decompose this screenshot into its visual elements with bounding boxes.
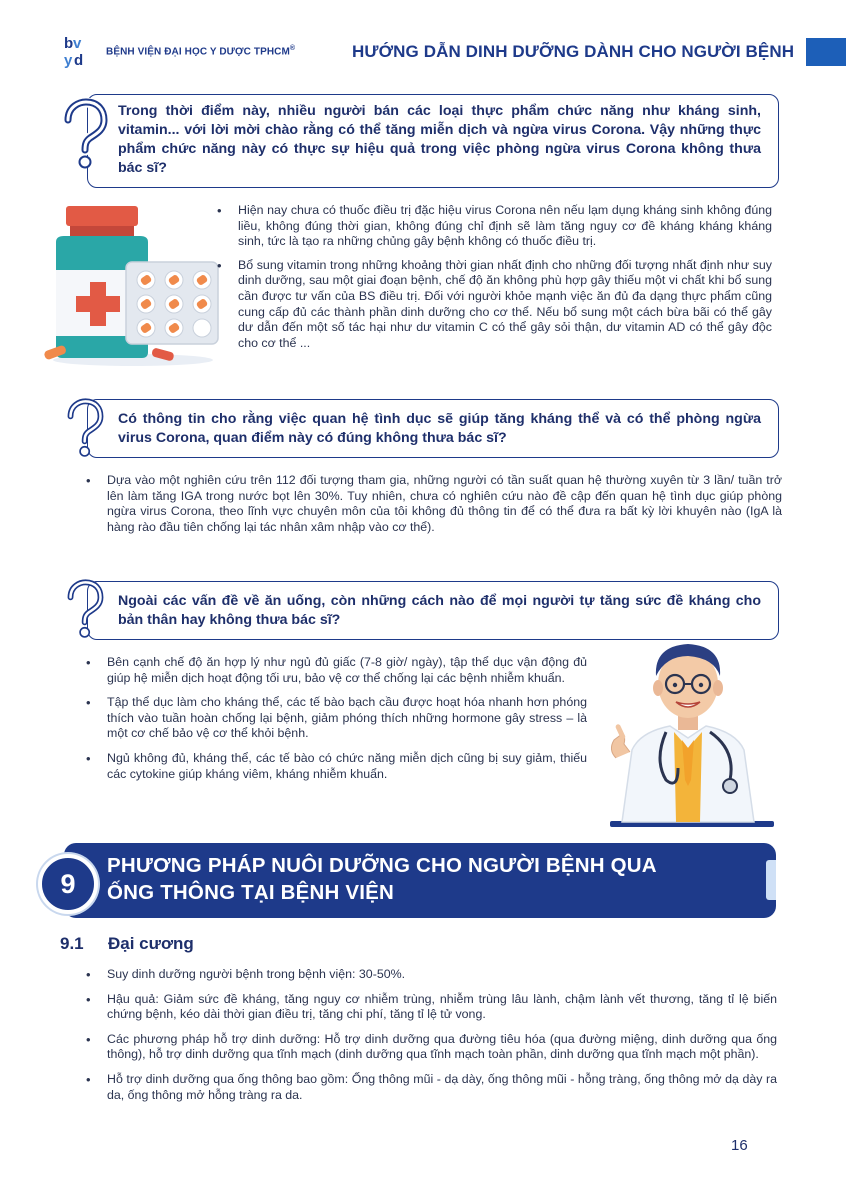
list-item: • Hỗ trợ dinh dưỡng qua ống thông bao gồm: Ống thông mũi - dạ dày, ống thông mũi - hỗng tràng, ống thông mở dạ dày ra da, ống thông mở hỗng tràng ra da. [82,1072,777,1103]
question-2-answers [82,473,782,535]
doctor-illustration [596,640,780,830]
question-2-text: Có thông tin cho rằng việc quan hệ tình dục sẽ giúp tăng kháng thể và có thể phòng ngừa virus Corona, quan điểm này có đúng không thưa bác sĩ? [118,411,761,446]
list-item: • Ngủ không đủ, kháng thể, các tế bào có chức năng miễn dịch cũng bị suy giảm, thiếu các cytokine giúp kháng viêm, kháng nhiễm khuẩn. [82,751,587,782]
hospital-name: BỆNH VIỆN ĐẠI HỌC Y DƯỢC TPHCM® [106,45,296,58]
list-item: • Các phương pháp hỗ trợ dinh dưỡng: Hỗ trợ dinh dưỡng qua đường tiêu hóa (qua đường miệng, dinh dưỡng qua ống thông), hỗ trợ dinh dưỡng qua tĩnh mạch (dinh dưỡng qua tĩnh mạch toàn phần, dinh dưỡng qua tĩnh mạch một phần). [82,1032,777,1063]
subsection-number: 9.1 [60,934,84,953]
list-item: • Hậu quả: Giảm sức đề kháng, tăng nguy cơ nhiễm trùng, nhiễm trùng lâu lành, chậm lành vết thương, tăng tỉ lệ biến chứng bệnh, kéo dài thời gian điều trị, tăng chi phí, tăng tỉ lệ tử vong. [82,992,777,1023]
hospital-logo-icon [64,34,102,68]
list-item: • Bổ sung vitamin trong những khoảng thời gian nhất định cho những đối tượng nhất định như suy dinh dưỡng, sau một giai đoạn bệnh, chế độ ăn không phù hợp gây thiếu một vi chất khi bổ sung cần được tư vấn của BS điều trị. Đối với người khỏe mạnh việc ăn đủ đa dạng thực phẩm cũng cung cấp đủ các thành phần dinh dưỡng cho cơ thể. Nếu bổ sung một cách bừa bãi có thể gây dư dẫn đến một số tác hại như dư vitamin C có thể gây sỏi thận, dư vitamin AD có thể gây độc cho cơ thể ... [213,258,772,352]
section-title-line: PHƯƠNG PHÁP NUÔI DƯỠNG CHO NGƯỜI BỆNH QUA [107,854,657,877]
question-mark-icon [58,398,108,458]
document-title: HƯỚNG DẪN DINH DƯỠNG DÀNH CHO NGƯỜI BỆNH [352,42,795,61]
section-title-line: ỐNG THÔNG TẠI BỆNH VIỆN [107,881,395,904]
question-3-answers [82,655,587,782]
question-1-text: Trong thời điểm này, nhiều người bán các loại thực phẩm chức năng như kháng sinh, vitamin... với lời mời chào rằng có thể tăng miễn dịch và ngừa virus Corona. Vậy những thực phẩm chức năng này có thực sự hiệu quả trong việc phòng ngừa virus Corona không thưa bác sĩ? [118,103,761,176]
section-banner-tab [766,860,776,900]
list-item: • Hiện nay chưa có thuốc điều trị đặc hiệu virus Corona nên nếu lạm dụng kháng sinh không đúng liều, không đúng thời gian, không đúng chỉ định sẽ làm tăng nguy cơ đề kháng kháng kháng sinh, tức là tạo ra những chủng gây bệnh không có thuốc điều trị. [213,203,772,250]
section-9-1-items [82,967,777,1103]
question-3-text: Ngoài các vấn đề về ăn uống, còn những cách nào để mọi người tự tăng sức đề kháng cho bản thân hay không thưa bác sĩ? [118,593,761,628]
svg-text:d: d [74,52,84,68]
list-item: • Dựa vào một nghiên cứu trên 112 đối tượng tham gia, những người có tần suất quan hệ thường xuyên từ 3 lần/ tuần trở lên làm tăng IGA trong nước bọt lên 30%. Tuy nhiên, chưa có nghiên cứu nào đề cập đến quan hệ tình dục giúp phòng ngừa virus Corona, theo lĩnh vực chuyên môn của tôi không đủ thông tin để có thể đưa ra bất kỳ lời khuyên nào (IgA là hàng rào đầu tiên chống lại tác nhân xâm nhập vào cơ thể). [82,473,782,535]
header-accent-tab [806,38,846,66]
section-number-badge: 9 [38,854,98,914]
list-item: • Tập thể dục làm cho kháng thể, các tế bào bạch cầu được hoạt hóa nhanh hơn phóng thích vào tuần hoàn chống lại bệnh, giảm phóng thích những hormone gây stress – là một cơ chế bảo vệ cơ thể khỏi bệnh. [82,695,587,742]
medicine-bottle-illustration [38,200,233,370]
list-item: • Bên cạnh chế độ ăn hợp lý như ngủ đủ giấc (7-8 giờ/ ngày), tập thể dục vận động đủ giúp hệ miễn dịch hoạt động tối ưu, bảo vệ cơ thể chống lại các bệnh nhiễm khuẩn. [82,655,587,686]
page-number: 16 [731,1137,748,1154]
svg-text:v: v [73,35,82,52]
subsection-title: Đại cương [108,934,194,953]
section-title [107,852,707,906]
list-item: • Suy dinh dưỡng người bệnh trong bệnh viện: 30-50%. [82,967,777,983]
svg-text:b: b [64,35,74,52]
svg-text:y: y [64,52,73,68]
question-mark-icon [58,98,108,170]
question-mark-icon [58,579,108,639]
question-1-answers [213,203,772,351]
